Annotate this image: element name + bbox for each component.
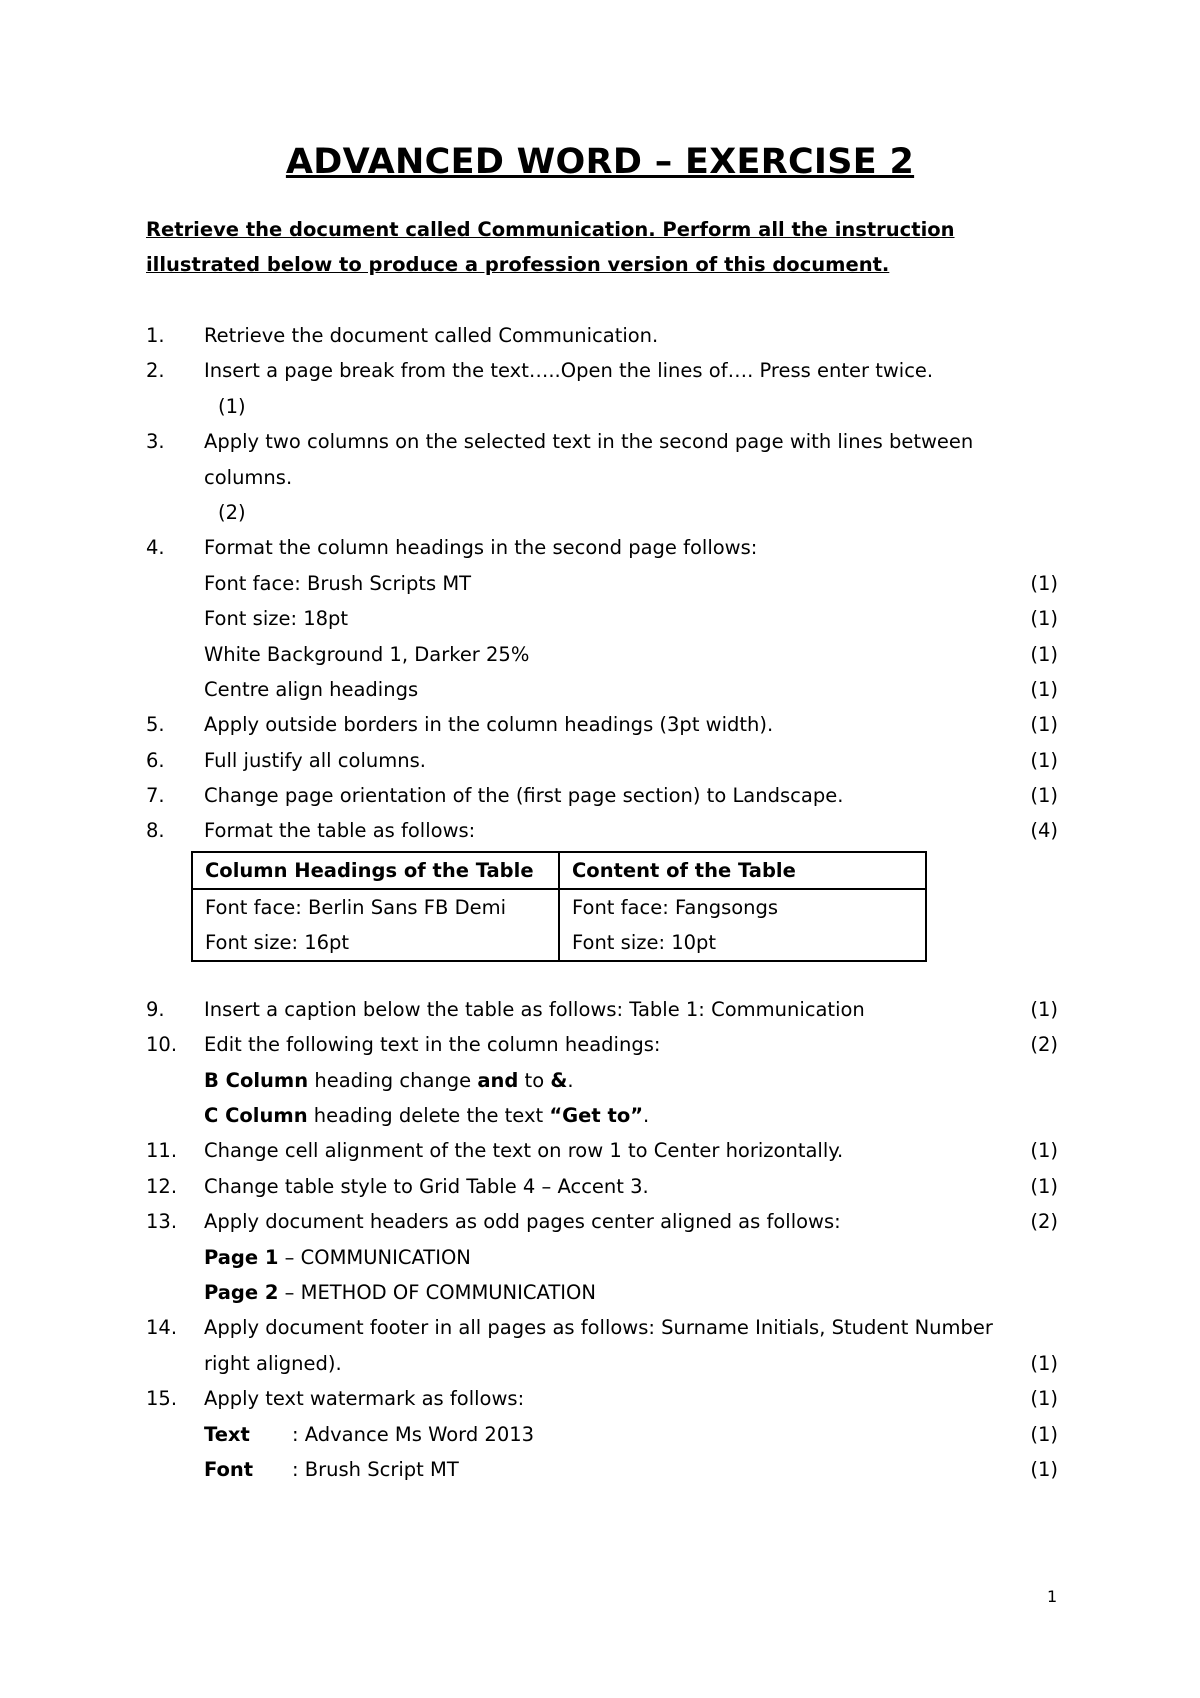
item-text: Full justify all columns. [204, 748, 426, 772]
sub-item-text [204, 1417, 534, 1452]
list-item [146, 353, 1058, 388]
cell-line: Font size: 16pt [205, 930, 350, 954]
table-cell [192, 889, 559, 961]
sub-item-text [204, 1240, 471, 1275]
item-text: Change page orientation of the (first page section) to Landscape. [204, 784, 844, 808]
item-mark: (1) [1030, 748, 1058, 772]
item-mark: (1) [1030, 784, 1058, 808]
item-text: Change cell alignment of the text on row 1 to Center horizontally. [204, 1139, 844, 1163]
list-item [146, 707, 1058, 742]
plain-text: . [567, 1068, 574, 1092]
list-item [146, 778, 1058, 813]
item-text: Insert a page break from the text…..Open the lines of…. Press enter twice. [204, 359, 934, 383]
item-number: 7. [146, 784, 165, 808]
item-number: 5. [146, 713, 165, 737]
item-number: 12. [146, 1174, 178, 1198]
item-mark: (1) [1030, 1174, 1058, 1198]
bold-text: Page 2 [204, 1280, 279, 1304]
item-number: 1. [146, 324, 165, 347]
list-item [146, 1310, 1058, 1345]
sub-item-text [204, 1063, 574, 1098]
list-item [146, 1381, 1058, 1416]
list-item [146, 743, 1058, 778]
bold-text: B Column [204, 1068, 309, 1092]
format-table [191, 851, 927, 962]
item-text: right aligned). [204, 1351, 342, 1375]
item-mark-row [146, 495, 1058, 530]
table-header-row [192, 852, 926, 889]
sub-item-text: Font size: 18pt [204, 607, 349, 631]
list-item [146, 1027, 1058, 1062]
item-mark-row [146, 389, 1058, 424]
item-mark: (1) [1030, 1457, 1058, 1481]
plain-text: : Advance Ms Word 2013 [292, 1422, 535, 1446]
item-number: 13. [146, 1210, 178, 1234]
bold-text: C Column [204, 1104, 308, 1128]
list-item [146, 424, 1058, 459]
item-continuation [146, 460, 1058, 495]
cell-line: Font face: Fangsongs [572, 895, 779, 919]
item-text: Format the table as follows: [204, 819, 476, 843]
item-text: Insert a caption below the table as follows: Table 1: Communication [204, 997, 865, 1021]
item-mark: (2) [1030, 1210, 1058, 1234]
item-number: 11. [146, 1139, 178, 1163]
list-item [146, 530, 1058, 565]
item-continuation [146, 1346, 1058, 1381]
table-header-cell: Column Headings of the Table [192, 852, 559, 889]
item-number: 15. [146, 1387, 178, 1411]
bold-text: & [550, 1068, 568, 1092]
plain-text: heading delete the text [307, 1104, 550, 1128]
plain-text: heading change [308, 1068, 478, 1092]
sub-item-text [204, 1098, 649, 1133]
list-item [146, 1133, 1058, 1168]
plain-text: : Brush Script MT [292, 1457, 459, 1481]
sub-item [146, 1098, 1058, 1133]
item-mark: (1) [1030, 1351, 1058, 1375]
sub-item-label: Font [204, 1457, 254, 1481]
sub-item [146, 1417, 1058, 1452]
plain-text: to [518, 1068, 551, 1092]
intro-paragraph [146, 212, 1066, 282]
item-mark: (1) [1030, 642, 1058, 666]
item-number: 9. [146, 997, 165, 1021]
plain-text: – COMMUNICATION [278, 1245, 471, 1269]
sub-item [146, 1452, 1058, 1487]
intro-line-1: Retrieve the document called Communication. Perform all the instruction [146, 218, 955, 241]
item-text: Format the column headings in the second page follows: [204, 536, 758, 560]
item-text: Apply document headers as odd pages center aligned as follows: [204, 1210, 841, 1234]
list-item [146, 813, 1058, 848]
sub-item-label: Text [204, 1422, 250, 1446]
item-mark: (1) [1030, 1422, 1058, 1446]
plain-text: . [643, 1104, 650, 1128]
item-mark: (1) [1030, 1139, 1058, 1163]
item-mark: (1) [1030, 677, 1058, 701]
item-text: Change table style to Grid Table 4 – Accent 3. [204, 1174, 649, 1198]
list-item [146, 318, 1058, 353]
sub-item [146, 672, 1058, 707]
item-text: Apply text watermark as follows: [204, 1387, 525, 1411]
item-mark: (1) [1030, 607, 1058, 631]
sub-item-text: White Background 1, Darker 25% [204, 642, 530, 666]
sub-item [146, 601, 1058, 636]
item-text: Edit the following text in the column headings: [204, 1033, 661, 1057]
item-mark: (4) [1030, 819, 1058, 843]
sub-item-text: Font face: Brush Scripts MT [204, 571, 472, 595]
item-text: Apply two columns on the selected text in the second page with lines between [204, 430, 974, 454]
list-item [146, 1204, 1058, 1239]
list-item [146, 1169, 1058, 1204]
sub-item [146, 566, 1058, 601]
plain-text: – METHOD OF COMMUNICATION [278, 1280, 596, 1304]
list-item [146, 992, 1058, 1027]
sub-item-text [204, 1275, 596, 1310]
item-text: Apply outside borders in the column headings (3pt width). [204, 713, 774, 737]
item-mark: (1) [1030, 713, 1058, 737]
sub-item [146, 1240, 1058, 1275]
item-number: 14. [146, 1316, 178, 1340]
item-number: 4. [146, 536, 165, 560]
item-number: 8. [146, 819, 165, 843]
page-number: 1 [1047, 1587, 1058, 1606]
sub-item [146, 1275, 1058, 1310]
item-mark: (2) [1030, 1033, 1058, 1057]
bold-text: Page 1 [204, 1245, 279, 1269]
format-table-wrapper [146, 851, 1058, 968]
item-mark: (1) [218, 394, 246, 418]
sub-item-text [204, 1452, 459, 1487]
spacer [146, 968, 1058, 992]
item-mark: (1) [1030, 997, 1058, 1021]
item-text: Apply document footer in all pages as follows: Surname Initials, Student Number [204, 1316, 993, 1340]
intro-line-2: illustrated below to produce a profession version of this document. [146, 253, 890, 276]
item-text: Retrieve the document called Communication. [204, 324, 659, 347]
sub-item [146, 637, 1058, 672]
item-mark: (2) [218, 500, 246, 524]
item-number: 2. [146, 359, 165, 383]
document-title: ADVANCED WORD – EXERCISE 2 [285, 142, 915, 182]
sub-item-text: Centre align headings [204, 677, 419, 701]
item-number: 10. [146, 1033, 178, 1057]
item-text: columns. [204, 465, 293, 489]
instruction-list [146, 318, 1058, 1487]
bold-text: “Get to” [549, 1104, 644, 1128]
sub-item [146, 1063, 1058, 1098]
table-cell [559, 889, 926, 961]
item-mark: (1) [1030, 1387, 1058, 1411]
item-number: 3. [146, 430, 165, 454]
table-header-cell: Content of the Table [559, 852, 926, 889]
bold-text: and [477, 1068, 519, 1092]
table-row [192, 889, 926, 961]
cell-line: Font size: 10pt [572, 930, 717, 954]
item-mark: (1) [1030, 571, 1058, 595]
item-number: 6. [146, 748, 165, 772]
cell-line: Font face: Berlin Sans FB Demi [205, 895, 507, 919]
